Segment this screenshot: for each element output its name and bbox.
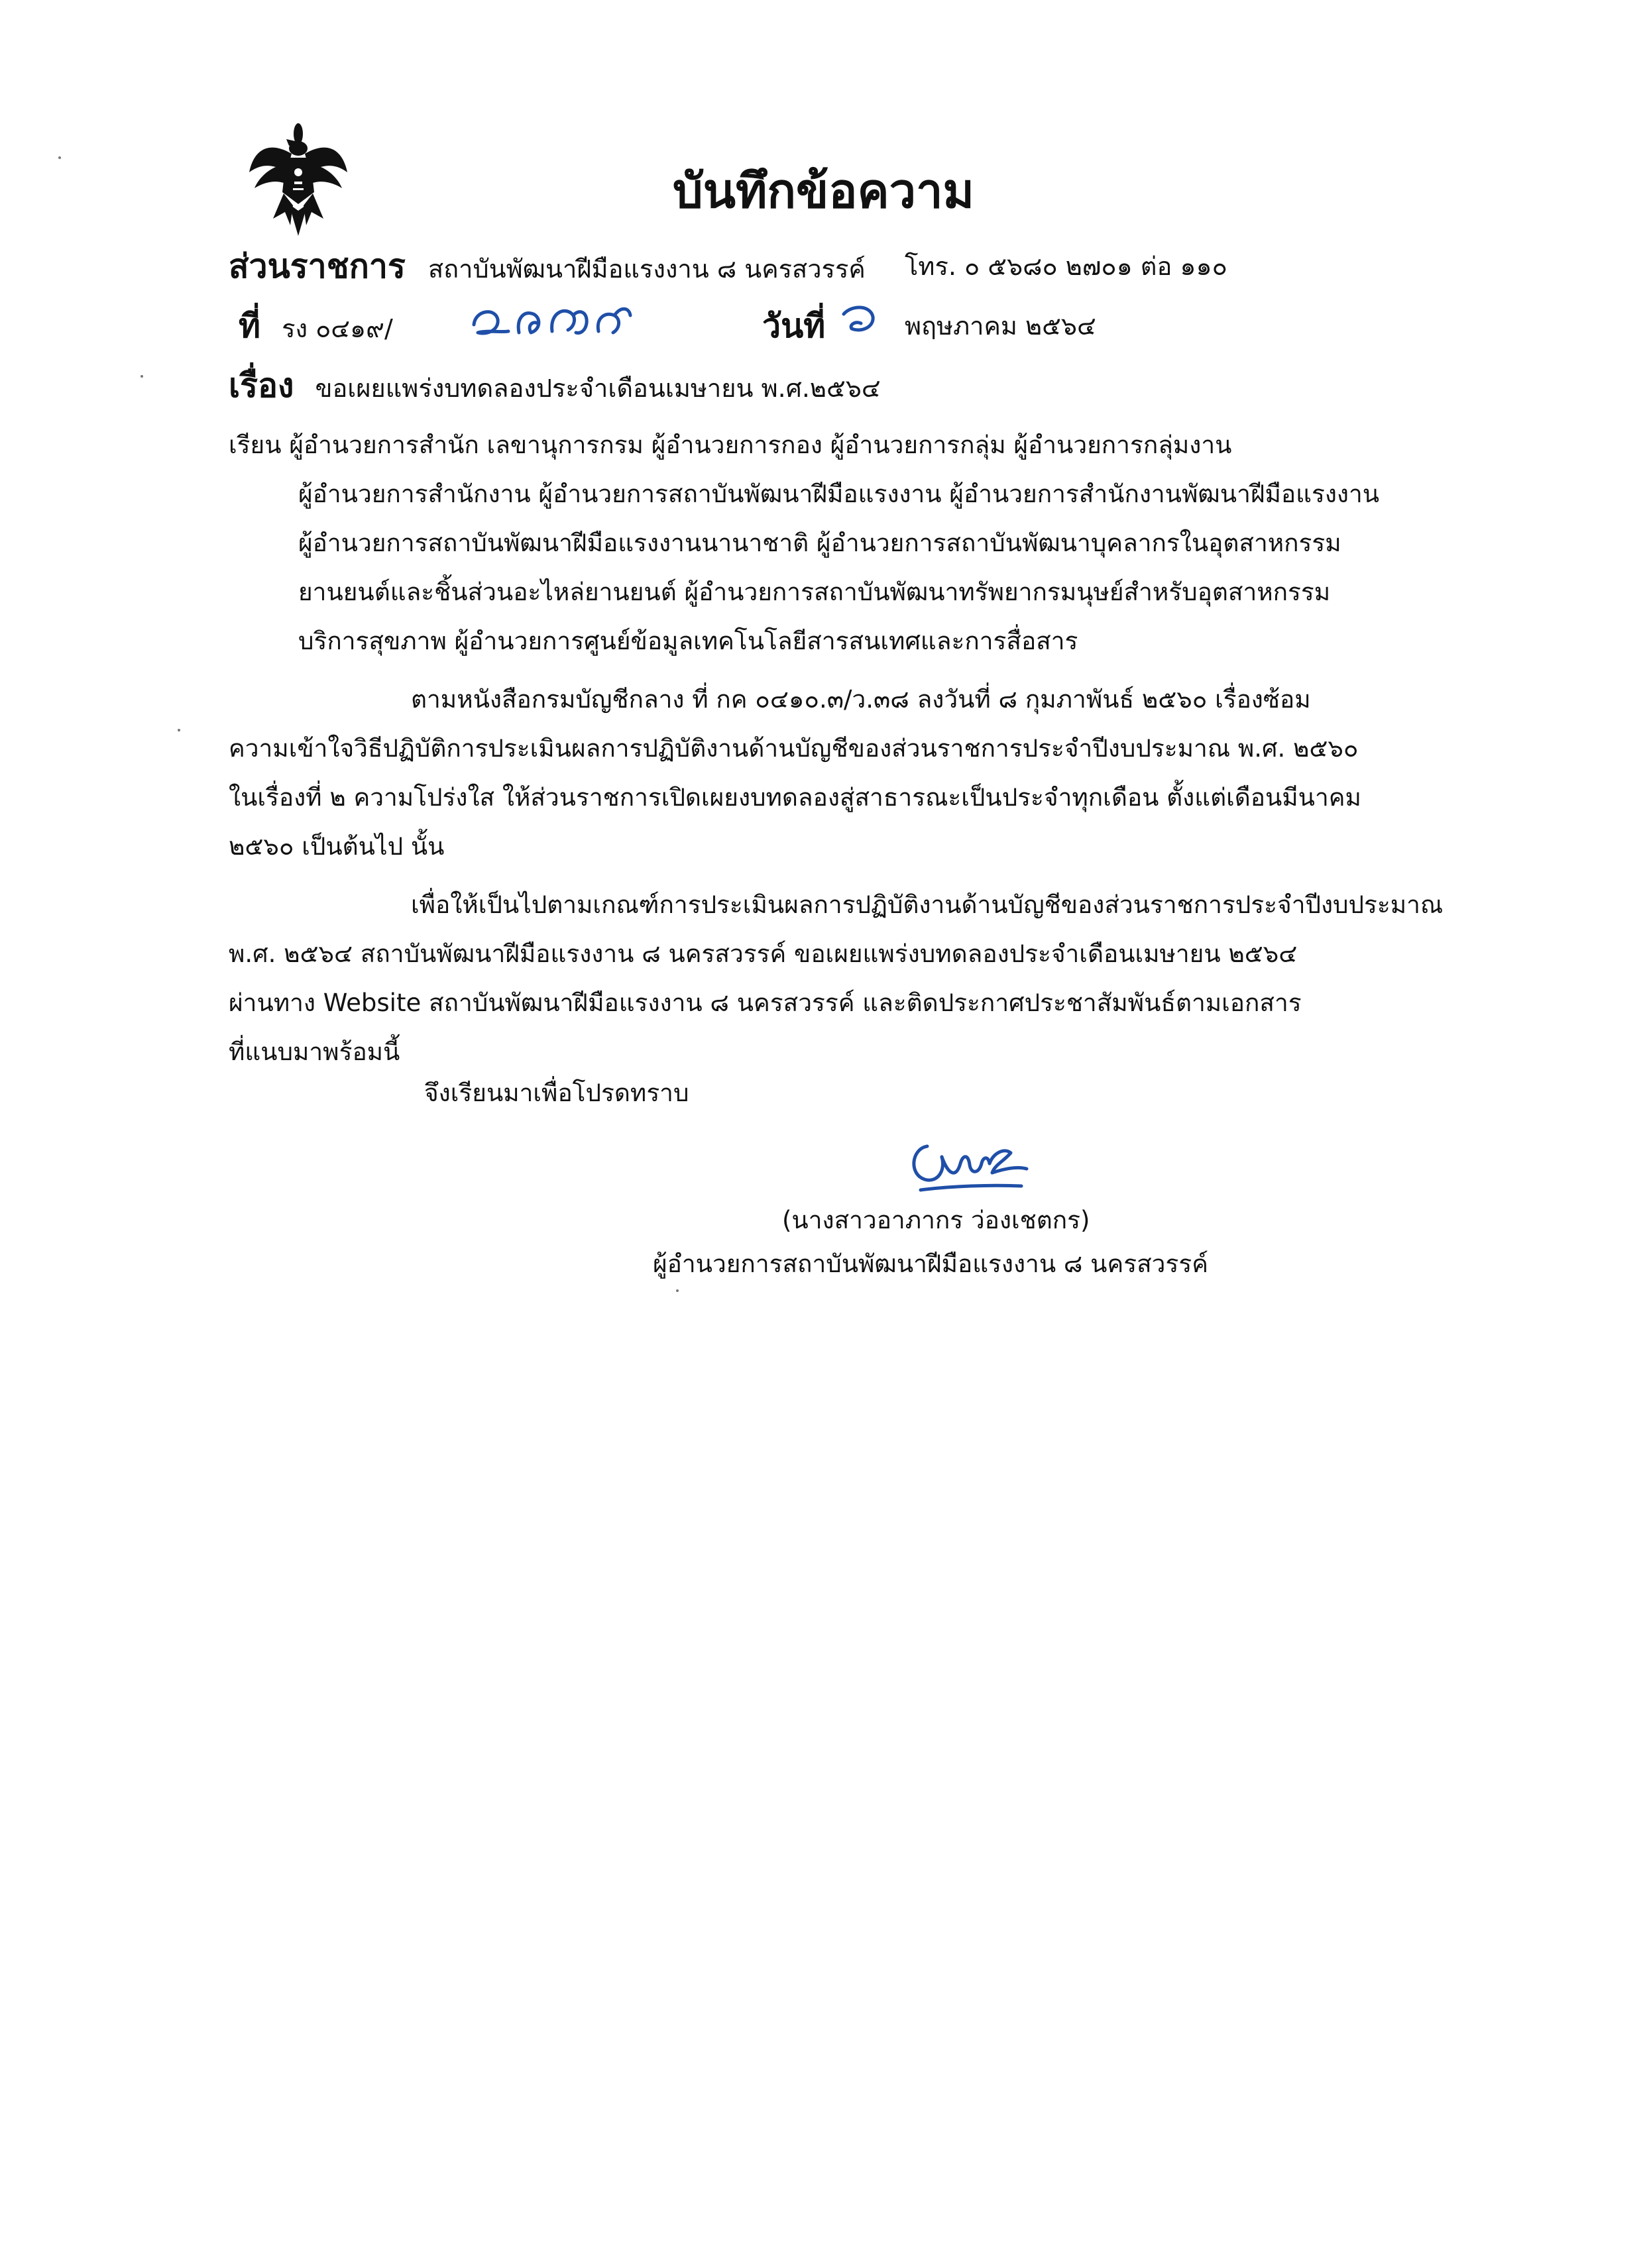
department-row xyxy=(229,246,866,289)
paragraph-1-line: ในเรื่องที่ ๒ ความโปร่งใส ให้ส่วนราชการเปิดเผยงบทดลองสู่สาธารณะเป็นประจำทุกเดือน ตั้งแต่เดือนมีนาคม xyxy=(229,783,1361,812)
addressee-line: บริการสุขภาพ ผู้อำนวยการศูนย์ข้อมูลเทคโนโลยีสารสนเทศและการสื่อสาร xyxy=(298,627,1078,655)
subject-label: เรื่อง xyxy=(229,366,294,405)
paragraph-1-line: ตามหนังสือกรมบัญชีกลาง ที่ กค ๐๔๑๐.๓/ว.๓๘ ลงวันที่ ๘ กุมภาพันธ์ ๒๕๖๐ เรื่องซ้อม xyxy=(411,685,1311,714)
paragraph-2-line: เพื่อให้เป็นไปตามเกณฑ์การประเมินผลการปฏิบัติงานด้านบัญชีของส่วนราชการประจำปีงบประมาณ xyxy=(411,891,1444,919)
date-value: พฤษภาคม ๒๕๖๔ xyxy=(905,311,1096,341)
reference-label: ที่ xyxy=(239,307,260,345)
handwritten-date-day xyxy=(838,298,885,338)
department-label: ส่วนราชการ xyxy=(229,247,406,286)
closing-line: จึงเรียนมาเพื่อโปรดทราบ xyxy=(424,1079,689,1107)
paragraph-2-line: ที่แนบมาพร้อมนี้ xyxy=(229,1038,400,1066)
addressee-line: ยานยนต์และชิ้นส่วนอะไหล่ยานยนต์ ผู้อำนวยการสถาบันพัฒนาทรัพยากรมนุษย์สำหรับอุตสาหกรรม xyxy=(298,578,1331,606)
paragraph-2-line: ผ่านทาง Website สถาบันพัฒนาฝีมือแรงงาน ๘ นครสวรรค์ และติดประกาศประชาสัมพันธ์ตามเอกสาร xyxy=(229,989,1302,1017)
phone-number: โทร. ๐ ๕๖๘๐ ๒๗๐๑ ต่อ ๑๑๐ xyxy=(905,252,1227,281)
paragraph-1-line: ความเข้าใจวิธีปฏิบัติการประเมินผลการปฏิบัติงานด้านบัญชีของส่วนราชการประจำปีงบประมาณ พ.ศ. ๒๕๖๐ xyxy=(229,734,1359,763)
signatory-name: (นางสาวอาภากร ว่องเชตกร) xyxy=(782,1206,1090,1234)
paragraph-2-line: พ.ศ. ๒๕๖๔ สถาบันพัฒนาฝีมือแรงงาน ๘ นครสวรรค์ ขอเผยแพร่งบทดลองประจำเดือนเมษายน ๒๕๖๔ xyxy=(229,940,1298,968)
handwritten-reference-number xyxy=(467,292,640,345)
handwritten-signature xyxy=(905,1126,1031,1199)
paragraph-1-line: ๒๕๖๐ เป็นต้นไป นั้น xyxy=(229,832,445,861)
signatory-position: ผู้อำนวยการสถาบันพัฒนาฝีมือแรงงาน ๘ นครสวรรค์ xyxy=(653,1250,1208,1278)
department-value: สถาบันพัฒนาฝีมือแรงงาน ๘ นครสวรรค์ xyxy=(427,254,866,284)
addressee-line: เรียน ผู้อำนวยการสำนัก เลขานุการกรม ผู้อำนวยการกอง ผู้อำนวยการกลุ่ม ผู้อำนวยการกลุ่มงาน xyxy=(229,431,1232,459)
addressee-line: ผู้อำนวยการสำนักงาน ผู้อำนวยการสถาบันพัฒนาฝีมือแรงงาน ผู้อำนวยการสำนักงานพัฒนาฝีมือแรงงาน xyxy=(298,480,1380,508)
reference-row xyxy=(239,306,393,349)
subject-value: ขอเผยแพร่งบทดลองประจำเดือนเมษายน พ.ศ.๒๕๖๔ xyxy=(315,374,881,403)
memo-title: บันทึกข้อความ xyxy=(673,163,974,219)
date-row xyxy=(762,306,825,349)
addressee-line: ผู้อำนวยการสถาบันพัฒนาฝีมือแรงงานนานาชาติ ผู้อำนวยการสถาบันพัฒนาบุคลากรในอุตสาหกรรม xyxy=(298,529,1341,557)
subject-row xyxy=(229,366,881,408)
date-label: วันที่ xyxy=(762,307,826,345)
reference-value: รง ๐๔๑๙/ xyxy=(282,314,393,343)
